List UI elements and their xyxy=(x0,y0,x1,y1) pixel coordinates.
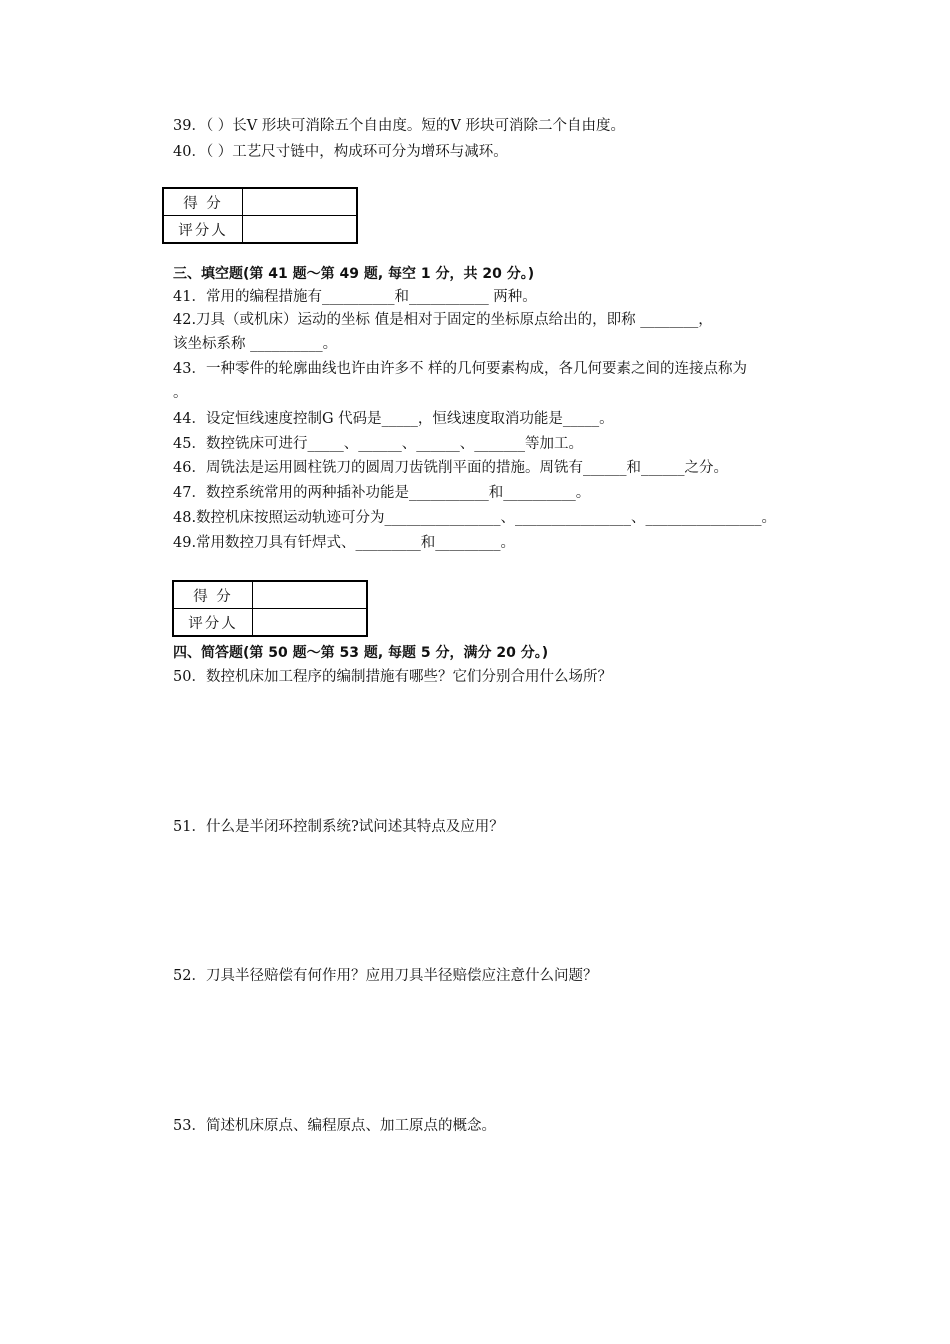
grader-label: 评分人 xyxy=(173,609,253,637)
question-47: 47．数控系统常用的两种插补功能是___________和__________。 xyxy=(173,485,591,501)
question-50: 50．数控机床加工程序的编制措施有哪些？它们分别合用什么场所？ xyxy=(173,669,612,685)
question-42-line-2: 该坐标系称 __________。 xyxy=(173,336,338,352)
question-51: 51．什么是半闭环控制系统?试问述其特点及应用？ xyxy=(173,819,504,835)
grader-field[interactable] xyxy=(253,609,368,637)
question-43-line-1: 43．一种零件的轮廓曲线也许由许多不 样的几何要素构成，各几何要素之间的连接点称为 xyxy=(173,361,748,377)
question-49: 49.常用数控刀具有钎焊式、_________和_________。 xyxy=(173,535,516,551)
score-field[interactable] xyxy=(243,188,358,216)
score-label: 得 分 xyxy=(173,581,253,609)
section-3-heading: 三、填空题(第 41 题～第 49 题, 每空 1 分，共 20 分。) xyxy=(173,266,535,282)
question-44: 44．设定恒线速度控制G 代码是_____，恒线速度取消功能是_____。 xyxy=(173,411,614,427)
question-41: 41．常用的编程措施有__________和___________ 两种。 xyxy=(173,289,537,305)
question-40: 40．（ ）工艺尺寸链中，构成环可分为增环与减环。 xyxy=(173,144,508,160)
question-43-line-2: 。 xyxy=(173,385,188,401)
section-4-heading: 四、简答题(第 50 题～第 53 题, 每题 5 分，满分 20 分。) xyxy=(173,645,549,661)
score-box-2 xyxy=(172,580,368,637)
grader-field[interactable] xyxy=(243,216,358,244)
score-label: 得 分 xyxy=(163,188,243,216)
question-46: 46．周铣法是运用圆柱铣刀的圆周刀齿铣削平面的措施。周铣有______和______之分。 xyxy=(173,460,728,476)
question-45: 45．数控铣床可进行_____、______、______、_______等加工。 xyxy=(173,436,583,452)
grader-label: 评分人 xyxy=(163,216,243,244)
question-42-line-1: 42.刀具（或机床）运动的坐标 值是相对于固定的坐标原点给出的，即称 ________， xyxy=(173,312,713,328)
question-52: 52．刀具半径赔偿有何作用？应用刀具半径赔偿应注意什么问题？ xyxy=(173,968,598,984)
score-box-1 xyxy=(162,187,358,244)
score-field[interactable] xyxy=(253,581,368,609)
question-48: 48.数控机床按照运动轨迹可分为________________、________________、________________。 xyxy=(173,510,777,526)
question-39: 39．（ ）长V 形块可消除五个自由度。短的V 形块可消除二个自由度。 xyxy=(173,118,625,134)
question-53: 53．简述机床原点、编程原点、加工原点的概念。 xyxy=(173,1118,496,1134)
